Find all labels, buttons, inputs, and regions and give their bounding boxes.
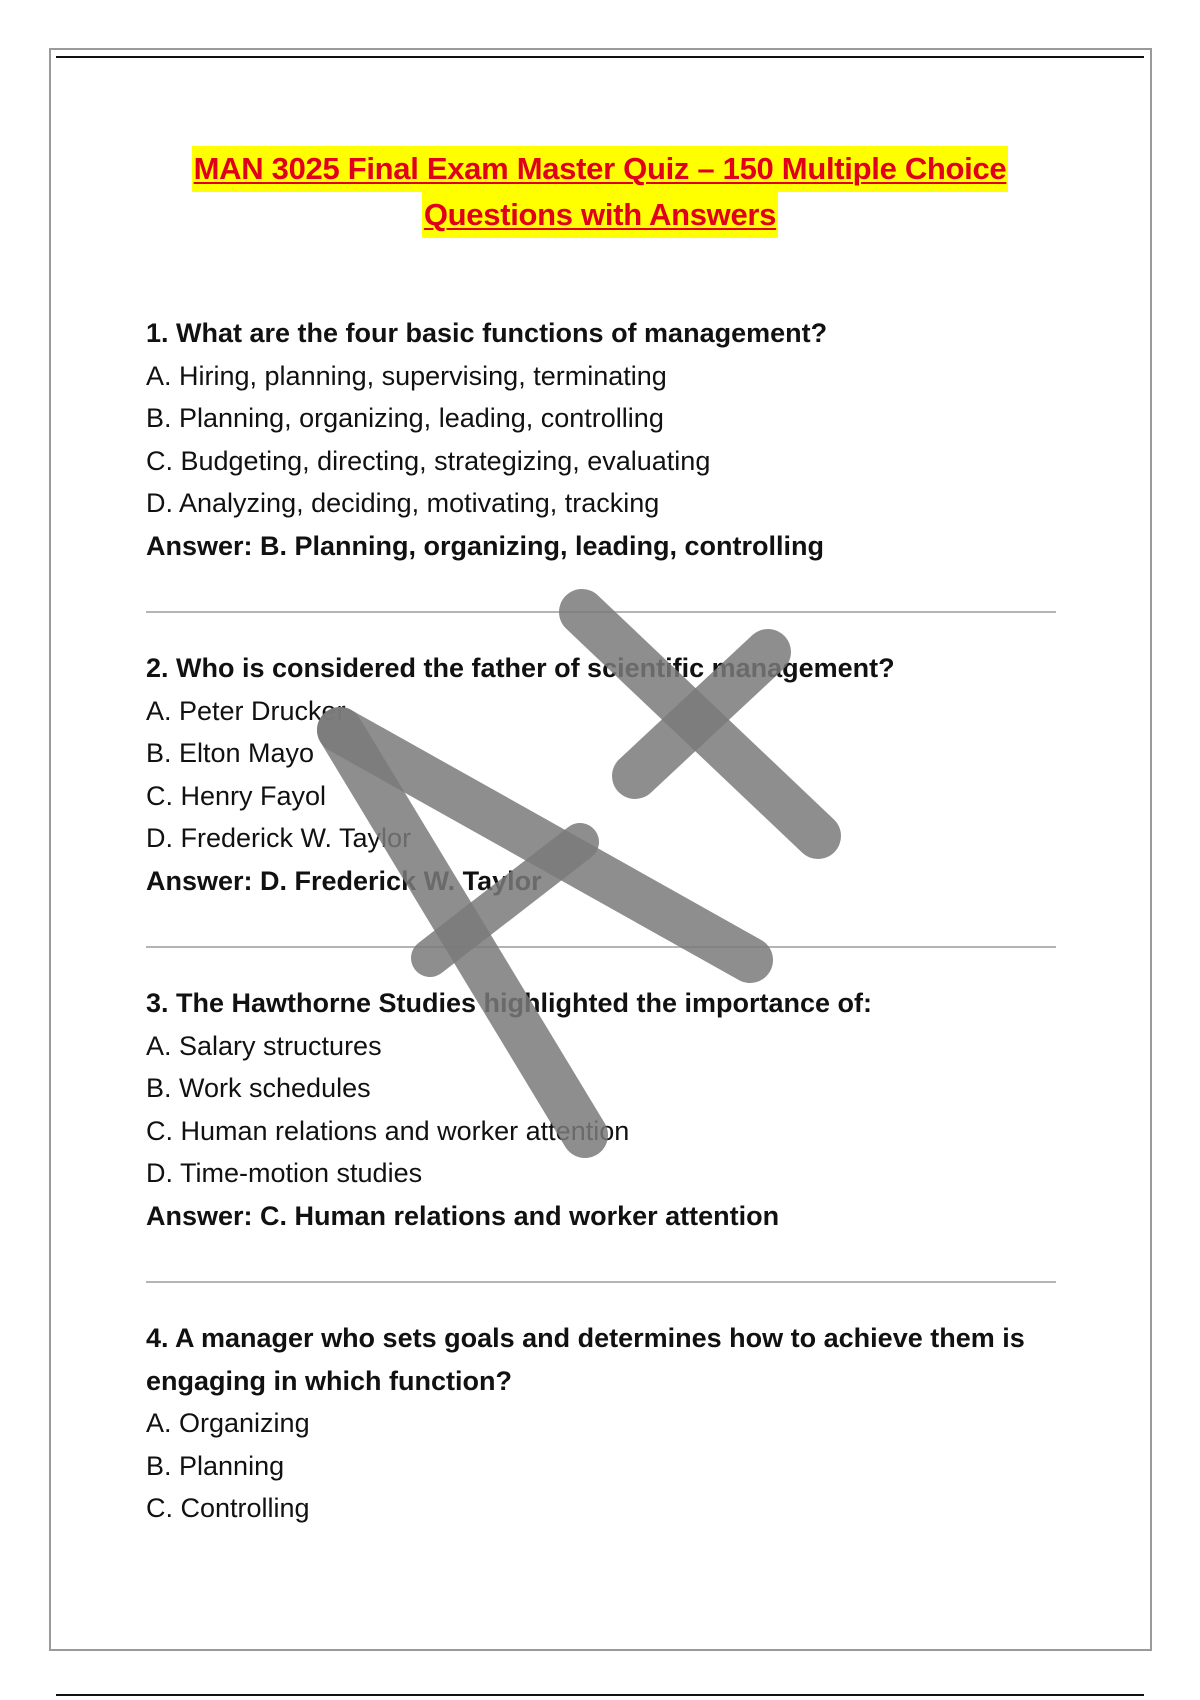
question-text: 3. The Hawthorne Studies highlighted the importance of: xyxy=(146,988,873,1018)
option-c: C. Controlling xyxy=(146,1493,310,1523)
answer-text: Answer: B. Planning, organizing, leading, controlling xyxy=(146,530,825,561)
answer-text: Answer: C. Human relations and worker attention xyxy=(146,1200,780,1231)
option-c: C. Human relations and worker attention xyxy=(146,1115,630,1146)
option-b: B. Elton Mayo xyxy=(146,738,315,768)
option-d: D. Analyzing, deciding, motivating, tracking xyxy=(146,488,660,518)
question-list xyxy=(146,312,1056,1530)
question-text: 2. Who is considered the father of scientific management? xyxy=(146,653,895,683)
document-title xyxy=(120,146,1080,238)
question-text: 4. A manager who sets goals and determines how to achieve them is engaging in which function? xyxy=(146,1323,1025,1396)
answer-text: Answer: D. Frederick W. Taylor xyxy=(146,865,542,896)
title-line-1: MAN 3025 Final Exam Master Quiz – 150 Multiple Choice xyxy=(192,146,1009,192)
option-b: B. Planning, organizing, leading, controlling xyxy=(146,403,664,433)
question-divider xyxy=(146,611,1056,613)
option-b: B. Work schedules xyxy=(146,1073,371,1103)
title-line-2: Questions with Answers xyxy=(422,192,778,238)
option-a: A. Peter Drucker xyxy=(146,695,346,726)
question-divider xyxy=(146,1281,1056,1283)
option-c: C. Budgeting, directing, strategizing, evaluating xyxy=(146,445,711,476)
option-c: C. Henry Fayol xyxy=(146,780,327,811)
top-rule xyxy=(56,56,1144,58)
option-b: B. Planning xyxy=(146,1450,285,1481)
option-a: A. Salary structures xyxy=(146,1030,382,1061)
option-d: D. Time-motion studies xyxy=(146,1158,423,1188)
question-1 xyxy=(146,312,1056,567)
option-d: D. Frederick W. Taylor xyxy=(146,823,412,853)
question-divider xyxy=(146,946,1056,948)
question-4 xyxy=(146,1317,1056,1530)
question-2 xyxy=(146,647,1056,902)
bottom-rule xyxy=(56,1694,1144,1696)
option-a: A. Hiring, planning, supervising, terminating xyxy=(146,360,667,391)
question-text: 1. What are the four basic functions of management? xyxy=(146,318,828,348)
question-3 xyxy=(146,982,1056,1237)
option-a: A. Organizing xyxy=(146,1408,310,1438)
